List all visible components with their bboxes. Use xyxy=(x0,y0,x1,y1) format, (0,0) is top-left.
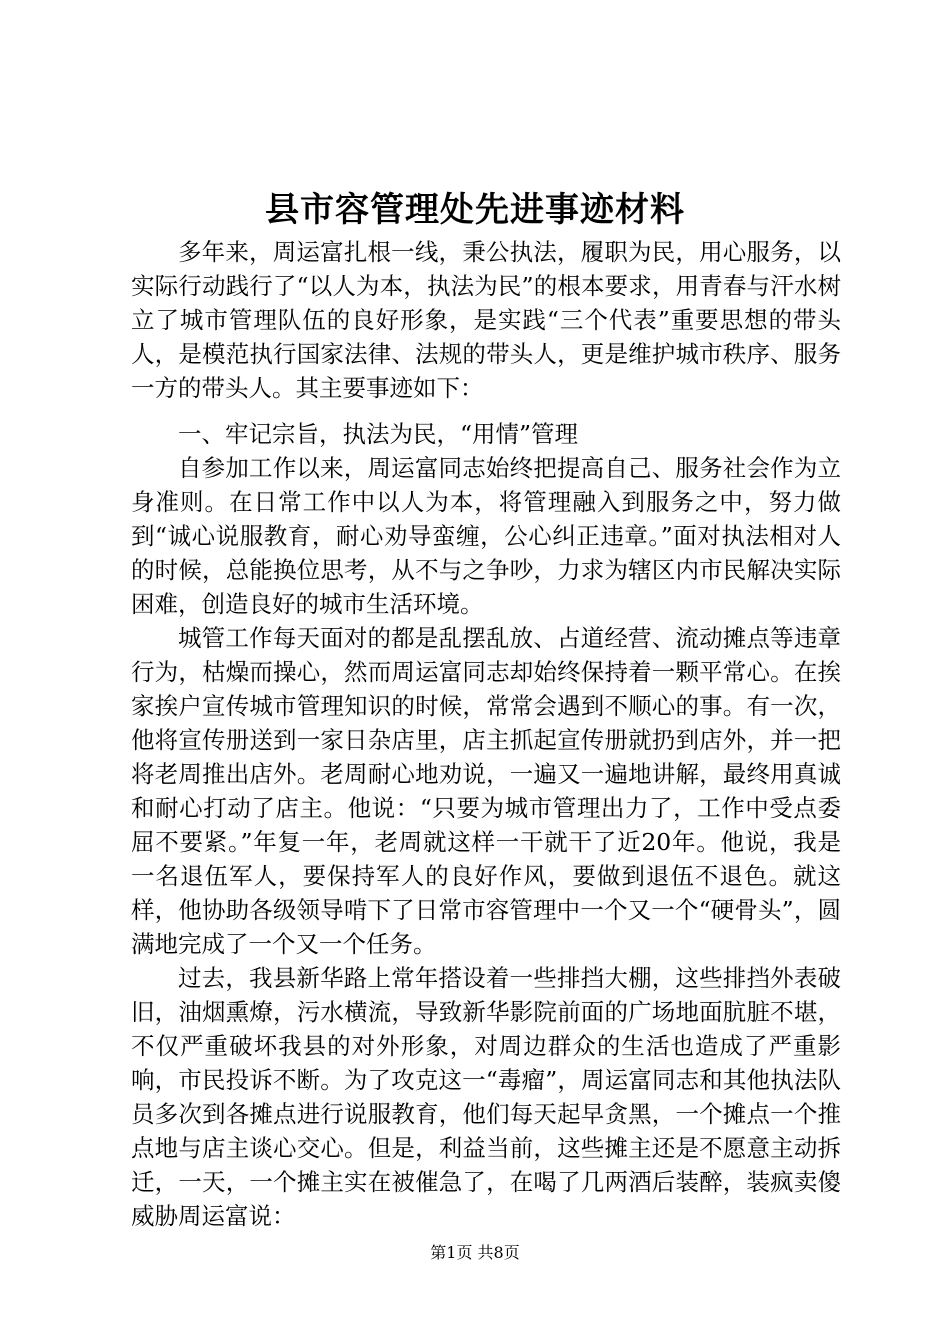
document-body xyxy=(131,235,841,1233)
body-paragraph: 自参加工作以来，周运富同志始终把提高自己、服务社会作为立身准则。在日常工作中以人为本，将管理融入到服务之中，努力做到“诚心说服教育，耐心劝导蛮缠，公心纠正违章。”面对执法相对人的时候，总能换位思考，从不与之争吵，力求为辖区内市民解决实际困难，创造良好的城市生活环境。 xyxy=(131,454,841,618)
page-footer: 第1页 共8页 xyxy=(430,1243,520,1262)
document-title: 县市容管理处先进事迹材料 xyxy=(265,190,685,230)
body-paragraph: 城管工作每天面对的都是乱摆乱放、占道经营、流动摊点等违章行为，枯燥而操心，然而周运富同志却始终保持着一颗平常心。在挨家挨户宣传城市管理知识的时候，常常会遇到不顺心的事。有一次，他将宣传册送到一家日杂店里，店主抓起宣传册就扔到店外，并一把将老周推出店外。老周耐心地劝说，一遍又一遍地讲解，最终用真诚和耐心打动了店主。他说：“只要为城市管理出力了，工作中受点委屈不要紧。”年复一年，老周就这样一干就干了近20年。他说，我是一名退伍军人，要保持军人的良好作风，要做到退伍不退色。就这样，他协助各级领导啃下了日常市容管理中一个又一个“硬骨头”，圆满地完成了一个又一个任务。 xyxy=(131,624,841,958)
intro-paragraph: 多年来，周运富扎根一线，秉公执法，履职为民，用心服务，以实际行动践行了“以人为本，执法为民”的根本要求，用青春与汗水树立了城市管理队伍的良好形象，是实践“三个代表”重要思想的带头人，是模范执行国家法律、法规的带头人，更是维护城市秩序、服务一方的带头人。其主要事迹如下： xyxy=(131,238,841,402)
section-heading: 一、牢记宗旨，执法为民，“用情”管理 xyxy=(178,420,579,448)
body-paragraph: 过去，我县新华路上常年搭设着一些排挡大棚，这些排挡外表破旧，油烟熏燎，污水横流，导致新华影院前面的广场地面肮脏不堪，不仅严重破坏我县的对外形象，对周边群众的生活也造成了严重影响，市民投诉不断。为了攻克这一“毒瘤”，周运富同志和其他执法队员多次到各摊点进行说服教育，他们每天起早贪黑，一个摊点一个推点地与店主谈心交心。但是，利益当前，这些摊主还是不愿意主动拆迁，一天，一个摊主实在被催急了，在喝了几两酒后装醉，装疯卖傻威胁周运富说： xyxy=(131,964,841,1230)
